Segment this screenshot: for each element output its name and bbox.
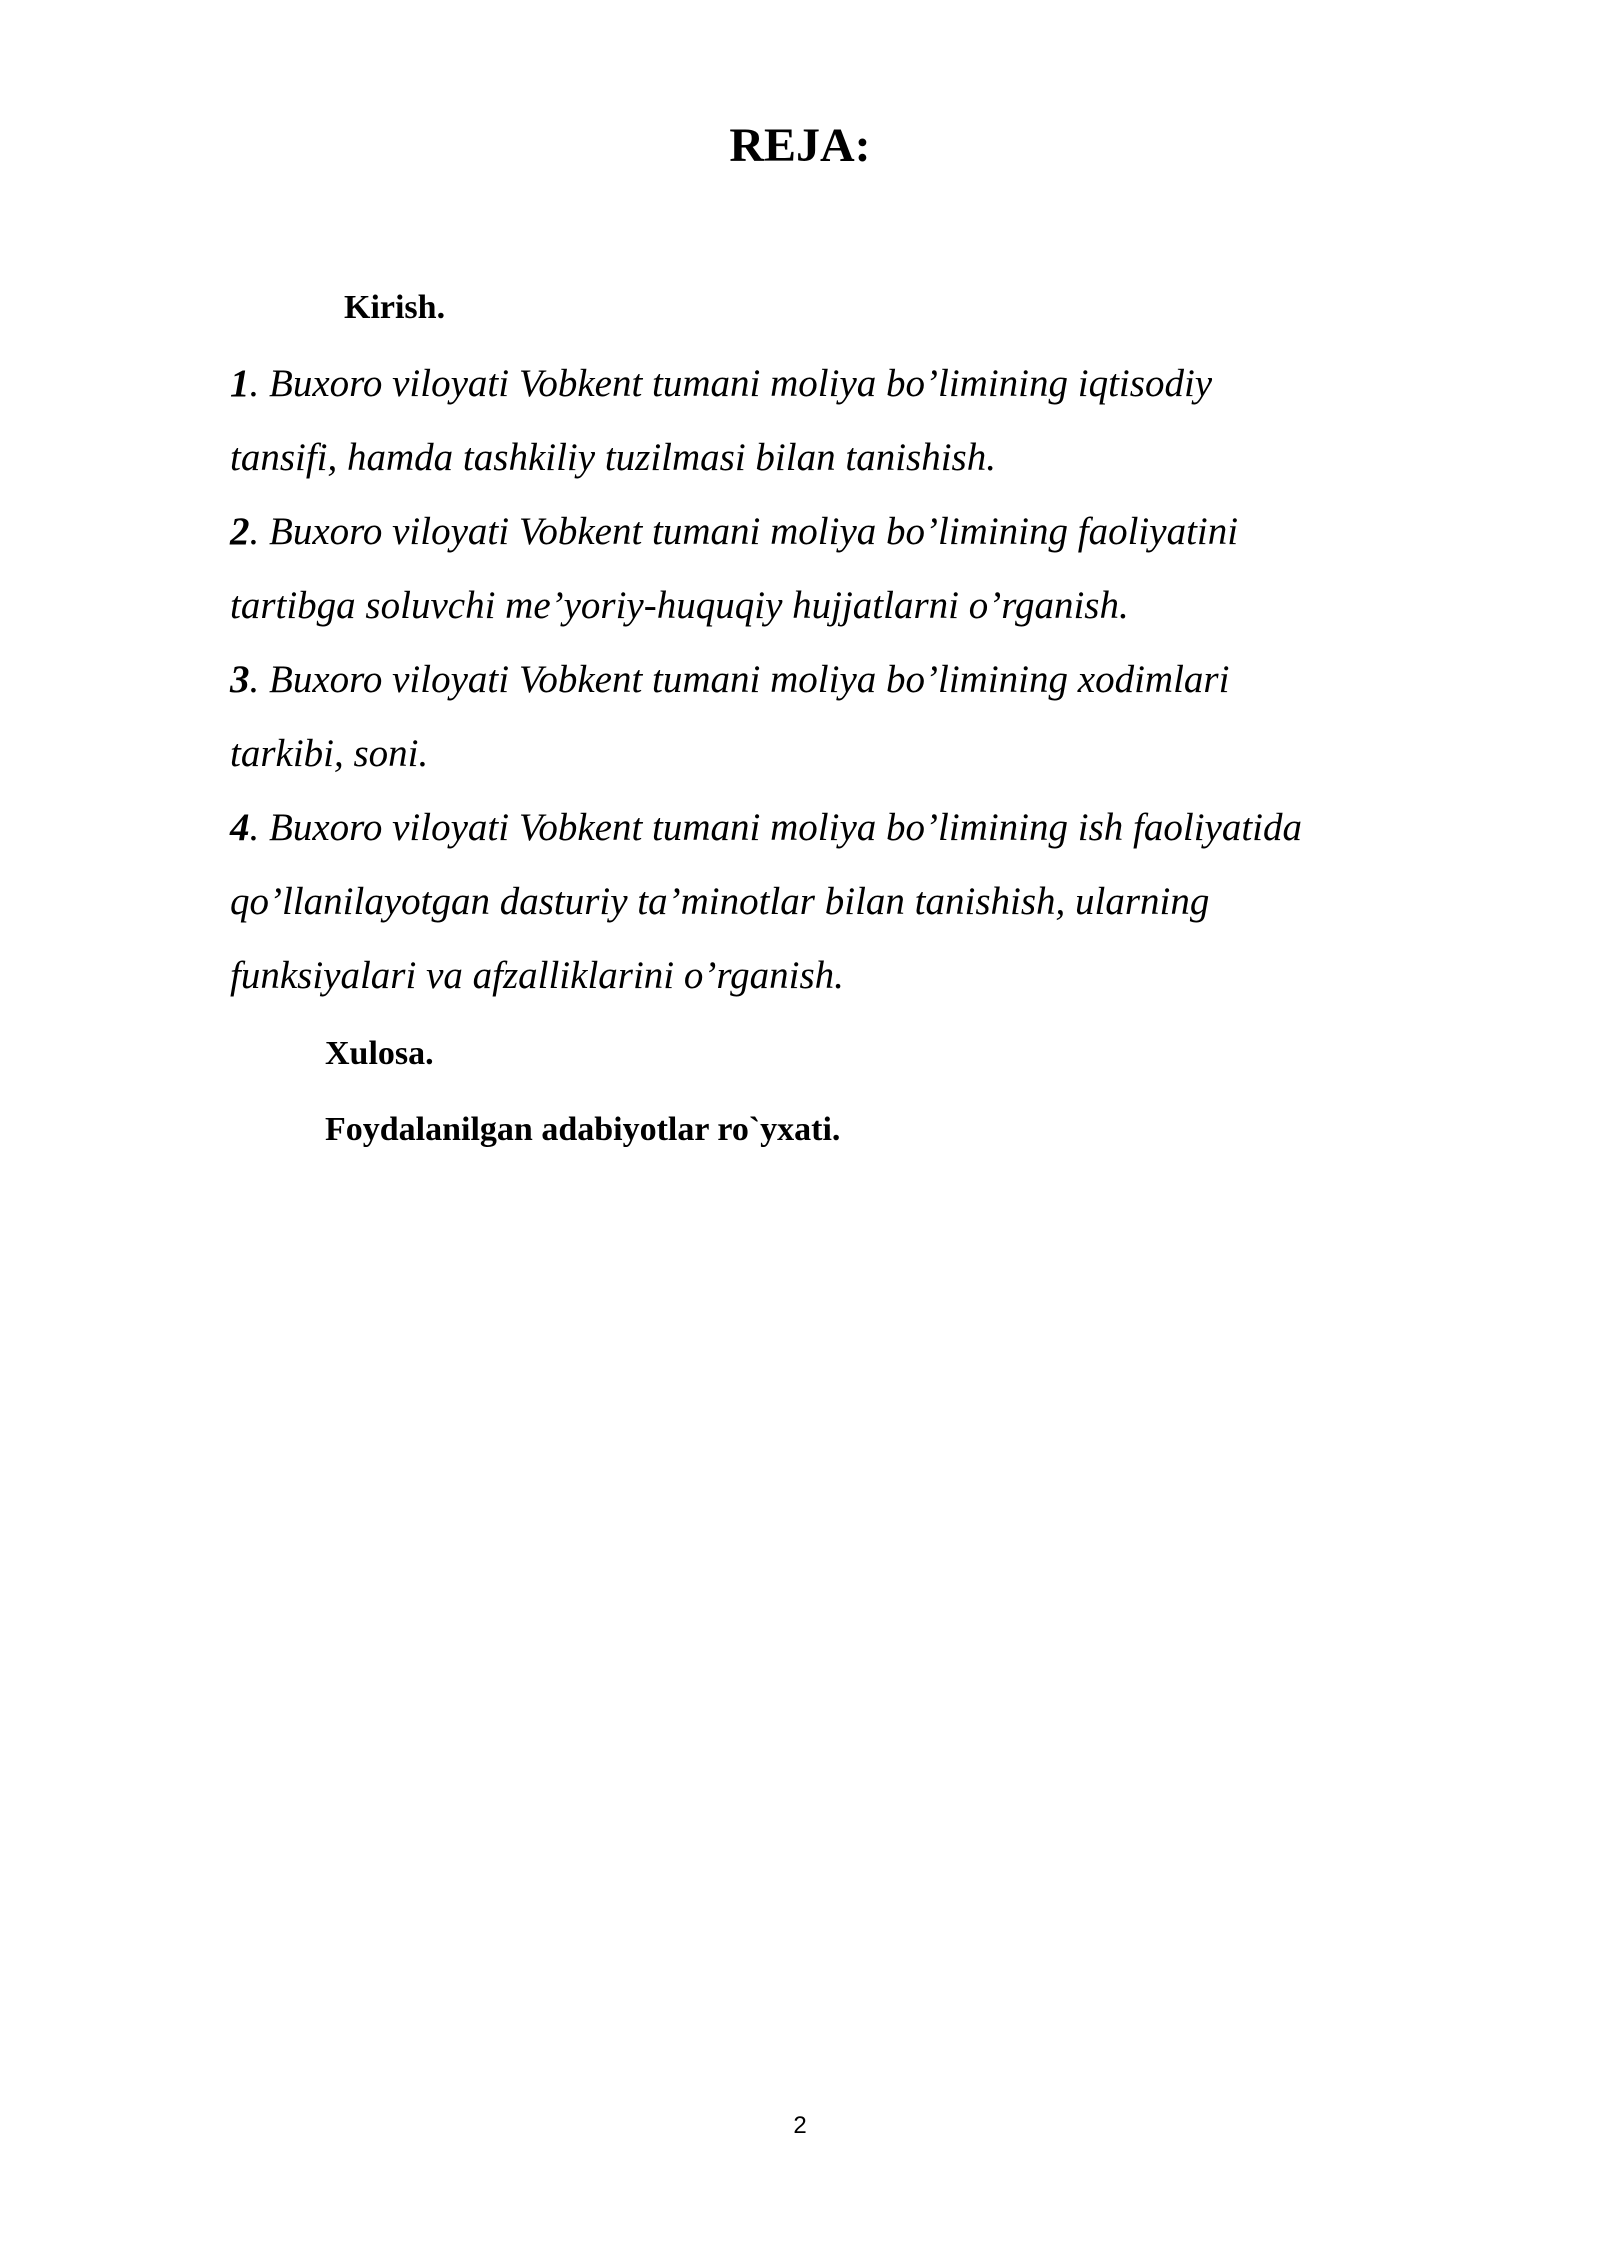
- plan-item-1-line-2: tansifi, hamda tashkiliy tuzilmasi bilan tanishish.: [230, 436, 996, 479]
- plan-item-4-line-2: qo’llanilayotgan dasturiy ta’minotlar bilan tanishish, ularning: [230, 880, 1210, 923]
- plan-item-3-text-1: . Buxoro viloyati Vobkent tumani moliya bo’limining xodimlari: [249, 658, 1230, 701]
- plan-item-2-line-1: [230, 510, 1238, 554]
- plan-item-4-number: 4: [230, 806, 250, 849]
- plan-item-3-line-2: tarkibi, soni.: [230, 732, 429, 775]
- references-heading: Foydalanilgan adabiyotlar ro`yxati.: [325, 1111, 841, 1148]
- plan-item-3-line-1: [230, 658, 1229, 702]
- plan-item-3-number: 3: [230, 658, 250, 701]
- plan-item-4-text-1: . Buxoro viloyati Vobkent tumani moliya bo’limining ish faoliyatida: [249, 806, 1303, 849]
- plan-item-1-line-1: [230, 362, 1212, 406]
- plan-item-2-text-1: . Buxoro viloyati Vobkent tumani moliya bo’limining faoliyatini: [249, 510, 1239, 553]
- page-title: REJA:: [729, 119, 871, 172]
- plan-item-2-line-2: tartibga soluvchi me’yoriy-huquqiy hujjatlarni o’rganish.: [230, 584, 1129, 627]
- page-number: 2: [793, 2112, 807, 2139]
- intro-heading: Kirish.: [344, 289, 446, 326]
- conclusion-heading: Xulosa.: [325, 1035, 434, 1072]
- plan-item-4-line-3: funksiyalari va afzalliklarini o’rganish.: [230, 954, 844, 997]
- plan-item-1-text-1: . Buxoro viloyati Vobkent tumani moliya bo’limining iqtisodiy: [249, 362, 1213, 405]
- plan-item-1-number: 1: [230, 362, 250, 405]
- plan-item-2-number: 2: [230, 510, 250, 553]
- plan-item-4-line-1: [230, 806, 1302, 850]
